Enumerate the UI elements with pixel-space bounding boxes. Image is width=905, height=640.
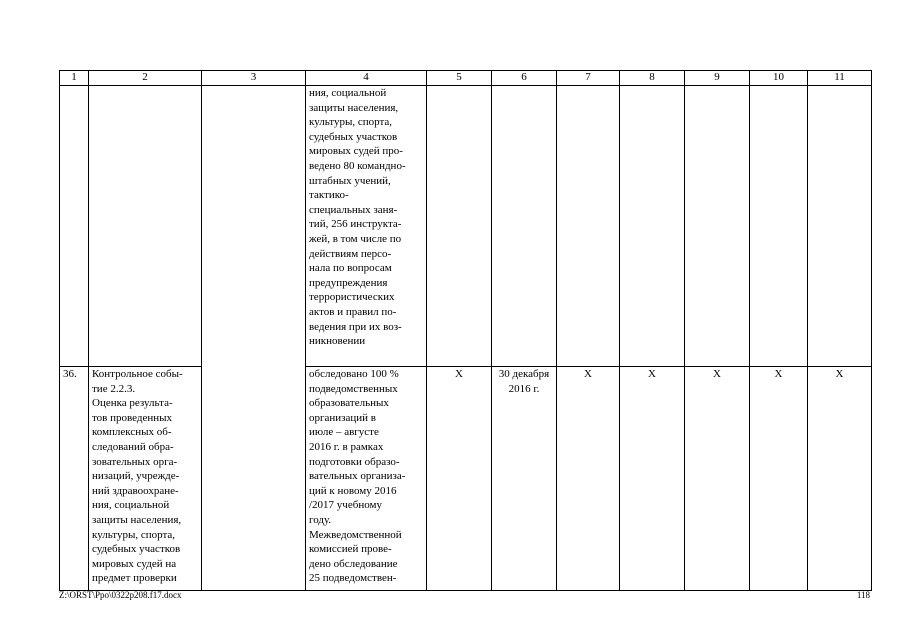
- row1-col2: [89, 86, 202, 367]
- header-cell-6: 6: [492, 71, 557, 86]
- row1-col7: [557, 86, 620, 367]
- row1-col8: [620, 86, 685, 367]
- row1-col11: [808, 86, 872, 367]
- row2-col8: Х: [620, 367, 685, 591]
- row2-col11: Х: [808, 367, 872, 591]
- table-row: [60, 86, 872, 367]
- row1-col6: [492, 86, 557, 367]
- row2-number: 36.: [60, 367, 89, 591]
- header-cell-5: 5: [427, 71, 492, 86]
- row2-col10: Х: [750, 367, 808, 591]
- header-cell-3: 3: [202, 71, 306, 86]
- row1-col1: [60, 86, 89, 367]
- header-cell-4: 4: [306, 71, 427, 86]
- footer-file-path: Z:\ORST\Ppo\0322p208.f17.docx: [59, 590, 182, 600]
- row2-col9: Х: [685, 367, 750, 591]
- row1-col5: [427, 86, 492, 367]
- header-cell-2: 2: [89, 71, 202, 86]
- row2-col4: обследовано 100 % подведомственных образовательных организаций в июле – августе 2016 г. в рамках подготовки образо- вательных организа- ций к новому 2016 /2017 учебному году. Межведомственной комиссией прове- дено обследование 25 подведомствен-: [306, 367, 427, 591]
- row2-col6: 30 декабря 2016 г.: [492, 367, 557, 591]
- header-cell-9: 9: [685, 71, 750, 86]
- table-header-row: [60, 71, 872, 86]
- row1-col4: ния, социальной защиты населения, культуры, спорта, судебных участков мировых судей про- ведено 80 командно- штабных учений, тактико- специальных заня- тий, 256 инструкта- жей, в том числе по действиям персо- нала по вопросам предупреждения террористических актов и правил по- ведения при их воз- никновении: [306, 86, 427, 367]
- row1-col10: [750, 86, 808, 367]
- row1-col9: [685, 86, 750, 367]
- header-cell-8: 8: [620, 71, 685, 86]
- merged-col3-cell: [202, 86, 306, 591]
- table-row: [60, 367, 872, 591]
- header-cell-1: 1: [60, 71, 89, 86]
- header-cell-11: 11: [808, 71, 872, 86]
- row2-col5: Х: [427, 367, 492, 591]
- footer-page-number: 118: [856, 590, 870, 600]
- header-cell-7: 7: [557, 71, 620, 86]
- report-table: [59, 70, 872, 591]
- row2-col2: Контрольное собы- тие 2.2.3. Оценка результа- тов проведенных комплексных об- следований обра- зовательных орга- низаций, учрежде- ний здравоохране- ния, социальной защиты населения, культуры, спорта, судебных участков мировых судей на предмет проверки: [89, 367, 202, 591]
- row2-col7: Х: [557, 367, 620, 591]
- header-cell-10: 10: [750, 71, 808, 86]
